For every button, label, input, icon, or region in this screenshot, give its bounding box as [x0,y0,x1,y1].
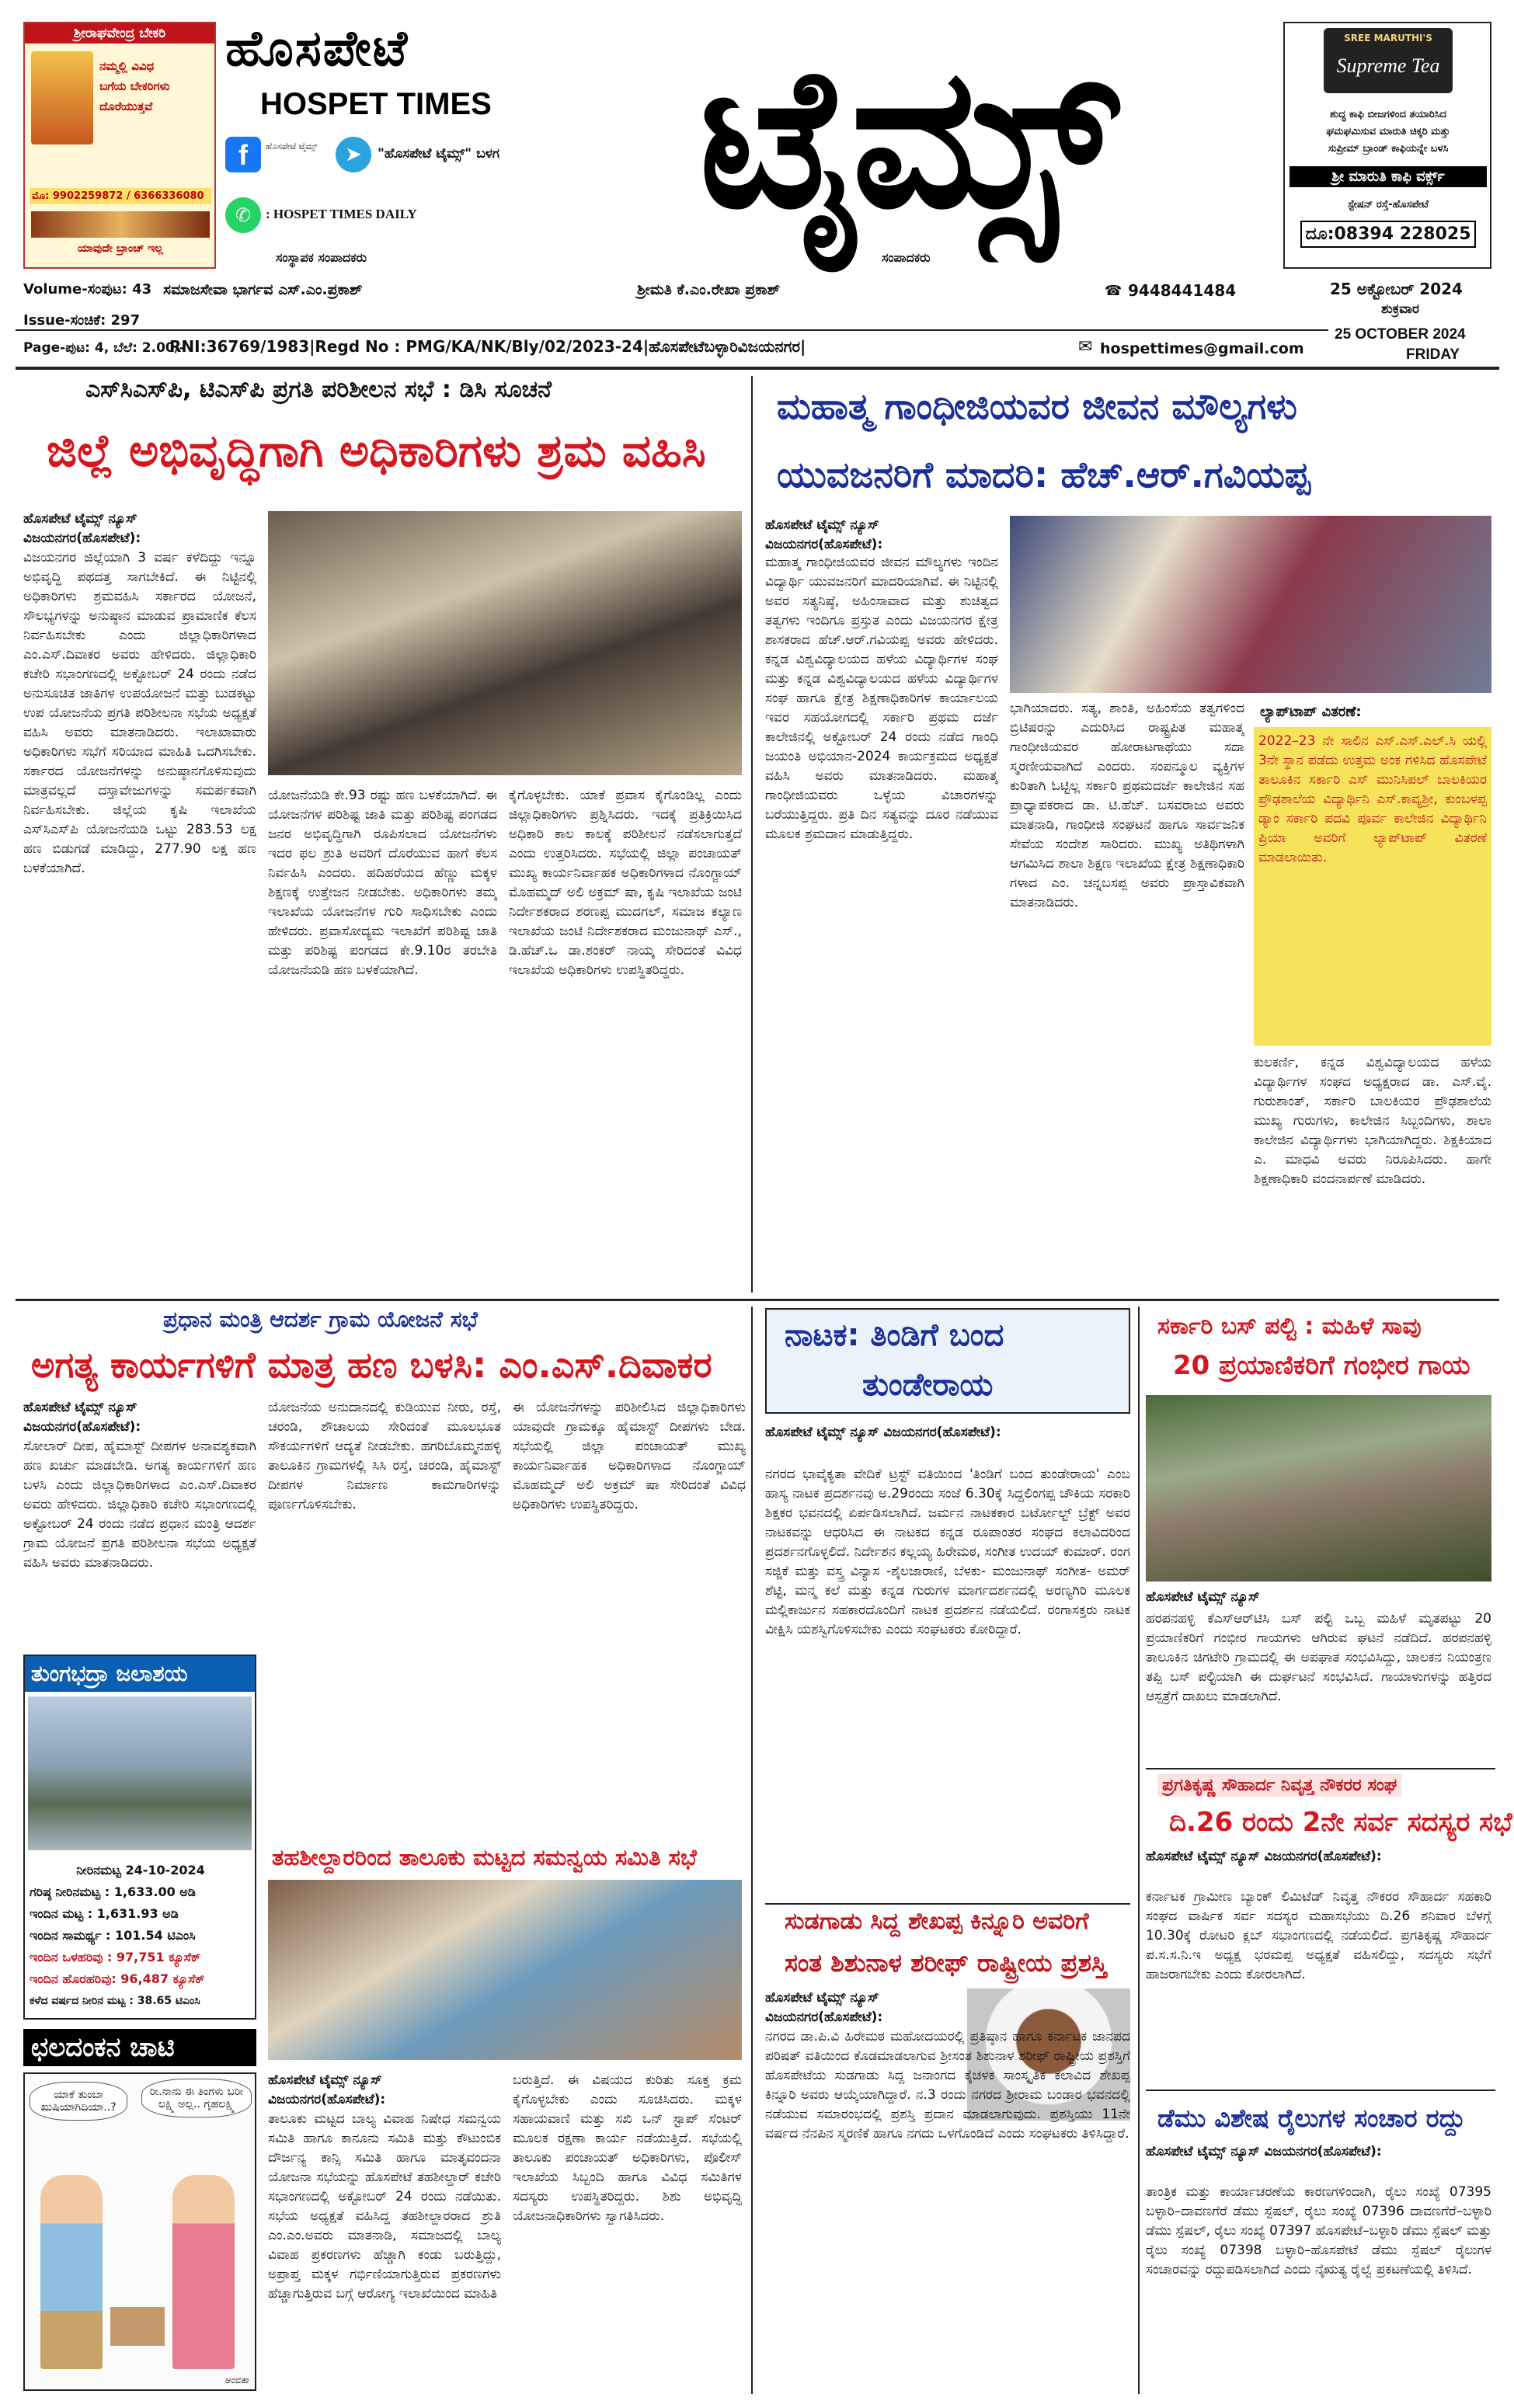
story2-body-a: ಮಹಾತ್ಮ ಗಾಂಧೀಜಿಯವರ ಜೀವನ ಮೌಲ್ಯಗಳು ಇಂದಿನ ವಿದ್ಯಾರ್ಥಿ ಯುವಜನರಿಗೆ ಮಾದರಿಯಾಗಿವೆ. ಈ ನಿಟ್ಟಿನಲ್ಲಿ ಅವರ ಸತ್ಯನಿಷ್ಠೆ, ಅಹಿಂಸಾವಾದ ಮತ್ತು ಶುಚಿತ್ವದ ತತ್ವಗಳು ಇಂದಿಗೂ ಪ್ರಸ್ತುತ ಎಂದು ವಿಜಯನಗರ ಕ್ಷೇತ್ರ ಶಾಸಕರಾದ ಹೆಚ್.ಆರ್.ಗವಿಯಪ್ಪ ಅವರು ಹೇಳಿದರು. ಕನ್ನಡ ವಿಶ್ವವಿದ್ಯಾಲಯದ ಹಳೆಯ ವಿದ್ಯಾರ್ಥಿಗಳ ಸಂಘ ಮತ್ತು ಕನ್ನಡ ವಿಶ್ವವಿದ್ಯಾಲಯದ ಹಳೆಯ ವಿದ್ಯಾರ್ಥಿಗಳ ಸಂಘ ಹಾಗೂ ಕ್ಷೇತ್ರ ಶಿಕ್ಷಣಾಧಿಕಾರಿಗಳ ಕಾರ್ಯಾಲಯ ಇವರ ಸಹಯೋಗದಲ್ಲಿ ಸರ್ಕಾರಿ ಪ್ರಥಮ ದರ್ಜೆ ಕಾಲೇಜಿನಲ್ಲಿ ಅಕ್ಟೋಬರ್ 24 ರಂದು ನಡೆದ ಗಾಂಧಿ ಜಯಂತಿ ಅಭಿಯಾನ-2024 ಕಾರ್ಯಕ್ರಮದ ಅಧ್ಯಕ್ಷತೆ ವಹಿಸಿ ಅವರು ಮಾತನಾಡಿದರು. ಮಹಾತ್ಮ ಗಾಂಧೀಜಿಯವರು ಒಳ್ಳೆಯ ವಿಚಾರಗಳನ್ನು ಬರೆಯುತ್ತಿದ್ದರು. ಪ್ರತಿ ದಿನ ಸತ್ಯವನ್ನು ದೂರ ನಡೆಯುವ ಮೂಲಕ ಶ್ರಮದಾನ ಮಾಡುತ್ತಿದ್ದರು. [765,555,998,842]
story1-body-b: ಯೋಜನೆಯಡಿ ಕೇ.93 ರಷ್ಟು ಹಣ ಬಳಕೆಯಾಗಿದೆ. ಈ ಯೋಜನೆಗಳ ಪರಿಶಿಷ್ಟ ಜಾತಿ ಮತ್ತು ಪರಿಶಿಷ್ಟ ಪಂಗಡದ ಜನರ ಅಭಿವೃದ್ಧಿಗಾಗಿ ರೂಪಿಸಲಾದ ಯೋಜನೆಗಳು ಇದರ ಫಲ ಶ್ರುತಿ ಅವರಿಗೆ ದೊರೆಯುವ ಹಾಗೆ ಕೆಲಸ ನಿರ್ವಹಿಸಿ ಎಂದರು. ಹದಿಹರೆಯದ ಹೆಣ್ಣು ಮಕ್ಕಳ ಶಿಕ್ಷಣಕ್ಕೆ ಉತ್ತೇಜನ ನೀಡಬೇಕು. ಅಧಿಕಾರಿಗಳು ತಮ್ಮ ಇಲಾಖೆಯ ಯೋಜನೆಗಳ ಗುರಿ ಸಾಧಿಸಬೇಕು ಎಂದು ಹೇಳಿದರು. ಪ್ರವಾಸೋದ್ಯಮ ಇಲಾಖೆಗೆ ಪರಿಶಿಷ್ಟ ಜಾತಿ ಮತ್ತು ಪರಿಶಿಷ್ಟ ಪಂಗಡದ ಕೇ.9.10ರ ತರಬೇತಿ ಯೋಜನೆಯಡಿ ಹಣ ಬಳಕೆಯಾಗಿದೆ. [268,788,497,978]
day-en: FRIDAY [1406,346,1460,363]
story7-body: ಕರ್ನಾಟಕ ಗ್ರಾಮೀಣ ಬ್ಯಾಂಕ್ ಲಿಮಿಟೆಡ್ ನಿವೃತ್ತ ನೌಕರರ ಸೌಹಾರ್ದ ಸಹಕಾರಿ ಸಂಘದ ವಾರ್ಷಿಕ ಸರ್ವ ಸದಸ್ಯರ ಮಹಾಸಭೆಯು ದಿ.26 ಶನಿವಾರ ಬೆಳಗ್ಗೆ 10.30ಕ್ಕೆ ರೋಟರಿ ಕ್ಲಬ್ ಸಭಾಂಗಣದಲ್ಲಿ ನಡೆಯಲಿದೆ. ಪ್ರಗತಿಕೃಷ್ಣ ಸೌಹಾರ್ದ ಪ.ಸ.ಸ.ನಿ.ಇ ಅಧ್ಯಕ್ಷ ಭರಮಪ್ಪ ಅಧ್ಯಕ್ಷತೆ ವಹಿಸಲಿದ್ದು, ಸದಸ್ಯರು ಸಭೆಗೆ ಹಾಜರಾಗಬೇಕು ಎಂದು ಕೋರಲಾಗಿದೆ. [1146,1889,1491,1982]
story8-dateline: ಹೊಸಪೇಟೆ ಟೈಮ್ಸ್ ನ್ಯೂಸ್ ವಿಜಯನಗರ(ಹೊಸಪೇಟೆ): [765,1990,883,2025]
bakery-phone: ಮೊ: 9902259872 / 6366336080 [30,188,211,204]
bakery-line2: ನಮ್ಮಲ್ಲಿ ವಿವಿಧ [99,59,155,73]
editor-label: ಸಂಪಾದಕರು [882,250,931,265]
dam-photo [28,1696,252,1850]
cartoon-credit: ಅಂಬಿಕಾ [224,2375,249,2385]
bakery-image [31,51,93,144]
story-divider-c [765,1903,1130,1905]
dam-readings [30,1860,252,2012]
story3-kicker: ಪ್ರಧಾನ ಮಂತ್ರಿ ಆದರ್ಶ ಗ್ರಾಮ ಯೋಜನೆ ಸಭೆ [163,1307,478,1332]
story3-body-a: ಸೋಲಾರ್ ದೀಪ, ಹೈಮಾಸ್ಟ್ ದೀಪಗಳ ಅನಾವಶ್ಯಕವಾಗಿ ಹಣ ಖರ್ಚು ಮಾಡಬೇಡಿ. ಅಗತ್ಯ ಕಾರ್ಯಗಳಿಗೆ ಹಣ ಬಳಸಿ ಎಂದು ಜಿಲ್ಲಾಧಿಕಾರಿಗಳಾದ ಎಂ.ಎಸ್.ದಿವಾಕರ ಅವರು ಹೇಳಿದರು. ಜಿಲ್ಲಾಧಿಕಾರಿ ಕಚೇರಿ ಸಭಾಂಗಣದಲ್ಲಿ ಅಕ್ಟೋಬರ್ 24 ರಂದು ನಡೆದ ಪ್ರಧಾನ ಮಂತ್ರಿ ಆದರ್ಶ ಗ್ರಾಮ ಯೋಜನೆ ಪ್ರಗತಿ ಪರಿಶೀಲನಾ ಸಭೆಯ ಅಧ್ಯಕ್ಷತೆ ವಹಿಸಿ ಅವರು ಮಾತನಾಡಿದರು. [23,1439,256,1571]
left-advertisement [23,22,216,269]
right-col-divider [1138,1307,1140,2394]
dam-row: ಕಳೆದ ವರ್ಷದ ನೀರಿನ ಮಟ್ಟ : 38.65 ಟಿಎಂಸಿ [30,1995,200,2007]
date-kn: 25 ಅಕ್ಟೋಬರ್ 2024 [1330,280,1463,298]
story2-laptop-head: ಲ್ಯಾಪ್‌ಟಾಪ್ ವಿತರಣೆ: [1260,704,1362,720]
cartoon-title: ಛಲದಂಕನ ಚಾಟಿ [23,2029,256,2066]
story5-body: ನಗರದ ಭಾವೈಕ್ಯತಾ ವೇದಿಕೆ ಟ್ರಸ್ಟ್ ವತಿಯಿಂದ 'ತಿಂಡಿಗೆ ಬಂದ ತುಂಡೇರಾಯ' ಎಂಬ ಹಾಸ್ಯ ನಾಟಕ ಪ್ರದರ್ಶನವು ಅ.29ರಂದು ಸಂಜೆ 6.30ಕ್ಕೆ ಸಿದ್ದಲಿಂಗಪ್ಪ ಚೌಕಿಯ ಸರಕಾರಿ ಶಿಕ್ಷಕರ ಭವನದಲ್ಲಿ ಏರ್ಪಡಿಸಲಾಗಿದೆ. ಜರ್ಮನ ನಾಟಕಕಾರ ಬರ್ಟೋಲ್ಟ್ ಬ್ರೆಕ್ಟ್ ಅವರ ನಾಟಕವನ್ನು ಆಧರಿಸಿದ ಈ ನಾಟಕದ ಕನ್ನಡ ರೂಪಾಂತರ ಸಂಘದ ಕಲಾವಿದರಿಂದ ಪ್ರದರ್ಶನಗೊಳ್ಳಲಿದೆ. ನಿರ್ದೇಶನ ಕಲ್ಲಯ್ಯ ಹಿರೇಮಠ, ಸಂಗೀತ ಉದಯ್ ಕುಮಾರ್. ರಂಗ ಸಜ್ಜಿಕೆ ಮತ್ತು ವಸ್ತ್ರ ವಿನ್ಯಾಸ -ಶೈಲಜಾರಾಣಿ, ಬೆಳಕು- ಮಂಜುನಾಥ್ ಸಂಗೀತ- ಅಮರ್ ಶೆಟ್ಟಿ, ಮನ್ಮ ಕಲೆ ಮತ್ತು ಕನ್ನಡ ಗುರುಗಳ ಮಾರ್ಗದರ್ಶನದಲ್ಲಿ ಅರಣ್ಯಗಿರಿ ಮೂಲಕ ಮಲ್ಲಿಕಾರ್ಜುನ ಸಹಕಾರದೊಂದಿಗೆ ನಾಟಕ ಪ್ರದರ್ಶನ ನಡೆಯಲಿದೆ. ರಂಗಾಸಕ್ತರು ನಾಟಕ ವೀಕ್ಷಿಸಿ ಯಶಸ್ವಿಗೊಳಿಸಬೇಕು ಎಂದು ಸಂಘಟಕರು ಕೋರಿದ್ದಾರೆ. [765,1467,1130,1637]
story1-photo-meeting [268,511,742,775]
mail-icon: ✉ [1078,337,1093,357]
column-divider-lower [751,1307,753,2394]
story2-body-b: ಭಾಗಿಯಾದರು. ಸತ್ಯ, ಶಾಂತಿ, ಅಹಿಂಸೆಯ ತತ್ವಗಳಿಂದ ಬ್ರಿಟಿಷರನ್ನು ಎದುರಿಸಿದ ರಾಷ್ಟ್ರಪಿತ ಮಹಾತ್ಮ ಗಾಂಧೀಜಿಯವರ ಹೋರಾಟಗಾಥೆಯು ಸದಾ ಸ್ಮರಣೀಯವಾಗಿದೆ ಎಂದರು. ಸಂಪನ್ಮೂಲ ವ್ಯಕ್ತಿಗಳ ಕುರಿತಾಗಿ ಓಟ್ಟಿಲ್ಲ ಸರ್ಕಾರಿ ಪ್ರಥಮದರ್ಜೆ ಕಾಲೇಜಿನ ಸಹ ಪ್ರಾಧ್ಯಾಪಕರಾದ ಡಾ. ಟಿ.ಹೆಚ್. ಬಸವರಾಜು ಅವರು ಮಾತನಾಡಿ, ಗಾಂಧೀಜಿ ಸಂಘಟನೆ ಹಾಗೂ ಸಾರ್ವಜನಿಕ ಸೇವೆಯ ಸಂದೇಶ ಸಾರಿದರು. ಮುಖ್ಯ ಅತಿಥಿಗಳಾಗಿ ಆಗಮಿಸಿದ ಶಾಲಾ ಶಿಕ್ಷಣ ಇಲಾಖೆಯ ಕ್ಷೇತ್ರ ಶಿಕ್ಷಣಾಧಿಕಾರಿ ಗಳಾದ ಎಂ. ಚನ್ನಬಸಪ್ಪ ಅವರು ಪ್ರಾಸ್ತಾವಿಕವಾಗಿ ಮಾತನಾಡಿದರು. [1010,701,1244,910]
facebook-label[interactable]: ಹೊಸಪೇಟೆ ಟೈಮ್ಸ್ [266,141,318,151]
story2-headline2: ಯುವಜನರಿಗೆ ಮಾದರಿ: ಹೆಚ್.ಆರ್.ಗವಿಯಪ್ಪ [777,454,1310,496]
tea-phone: ದೂ:08394 228025 [1300,221,1476,248]
story1-dateline: ಹೊಸಪೇಟೆ ಟೈಮ್ಸ್ ನ್ಯೂಸ್ ವಿಜಯನಗರ(ಹೊಸಪೇಟೆ): [23,511,141,546]
tea-line1: ಶುದ್ಧ ಕಾಫಿ ಬೀಜಗಳಿಂದ ತಯಾರಿಸಿದ [1329,109,1447,120]
story8-headline2: ಸಂತ ಶಿಶುನಾಳ ಶರೀಫ್ ರಾಷ್ಟ್ರೀಯ ಪ್ರಶಸ್ತಿ [785,1948,1107,1978]
whatsapp-icon[interactable]: ✆ [225,197,261,233]
story2-body-c: ಕುಲಕರ್ಣಿ, ಕನ್ನಡ ವಿಶ್ವವಿದ್ಯಾಲಯದ ಹಳೆಯ ವಿದ್ಯಾರ್ಥಿಗಳ ಸಂಘದ ಅಧ್ಯಕ್ಷರಾದ ಡಾ. ಎಸ್.ವೈ. ಗುರುಶಾಂತ್, ಸರ್ಕಾರಿ ಬಾಲಕಿಯರ ಪ್ರೌಢಶಾಲೆಯ ಮುಖ್ಯ ಗುರುಗಳು, ಕಾಲೇಜಿನ ಸಿಬ್ಬಂದಿಗಳು, ಶಾಲಾ ಕಾಲೇಜಿನ ವಿದ್ಯಾರ್ಥಿಗಳು ಭಾಗಿಯಾಗಿದ್ದರು. ಶಿಕ್ಷಕಿಯಾದ ಎ. ಮಾಧವಿ ಅವರು ನಿರೂಪಿಸಿದರು. ಹಾಗೇ ಶಿಕ್ಷಣಾಧಿಕಾರಿ ವಂದನಾರ್ಪಣೆ ಮಾಡಿದರು. [1254,1055,1491,1187]
tea-brand: SREE MARUTHI'S [1344,33,1432,43]
date-en: 25 OCTOBER 2024 [1335,326,1466,343]
masthead-bottom-rule [16,367,1499,370]
story3-body-b: ಯೋಜನೆಯ ಅನುದಾನದಲ್ಲಿ ಕುಡಿಯುವ ನೀರು, ರಸ್ತೆ, ಚರಂಡಿ, ಶೌಚಾಲಯ ಸೇರಿದಂತೆ ಮೂಲಭೂತ ಸೌಕರ್ಯಗಳಿಗೆ ಆದ್ಯತೆ ನೀಡಬೇಕು. ಹಗರಿಬೊಮ್ಮನಹಳ್ಳಿ ತಾಲೂಕಿನ ಗ್ರಾಮಗಳಲ್ಲಿ ಸಿಸಿ ರಸ್ತೆ, ಚರಂಡಿ, ಹೈಮಾಸ್ಟ್ ದೀಪಗಳ ನಿರ್ಮಾಣ ಕಾಮಗಾರಿಗಳನ್ನು ಪೂರ್ಣಗೊಳಿಸಬೇಕು. [268,1400,501,1512]
story7-kicker: ಪ್ರಗತಿಕೃಷ್ಣ ಸೌಹಾರ್ದ ನಿವೃತ್ತ ನೌಕರರ ಸಂಘ [1157,1774,1401,1797]
story2-laptop-body: 2022–23 ನೇ ಸಾಲಿನ ಎಸ್.ಎಸ್.ಎಲ್.ಸಿ ಯಲ್ಲಿ 3ನೇ ಸ್ಥಾನ ಪಡೆದು ಉತ್ತಮ ಅಂಕ ಗಳಿಸಿದ ಹೊಸಪೇಟೆ ತಾಲೂಕಿನ ಸರ್ಕಾರಿ ಎಸ್ ಮುನಿಸಿಪಲ್ ಬಾಲಕಿಯರ ಪ್ರೌಢಶಾಲೆಯ ವಿದ್ಯಾರ್ಥಿನಿ ಎಸ್.ಕಾವ್ಯಶ್ರೀ, ಕುಂಬಳಪ್ಪ ಡ್ಯಾಂ ಸರ್ಕಾರಿ ಪದವಿ ಪೂರ್ವ ಕಾಲೇಜಿನ ವಿದ್ಯಾರ್ಥಿನಿ ಪ್ರಿಯಾ ಅವರಿಗೆ ಲ್ಯಾಪ್‌ಟಾಪ್ ವಿತರಣೆ ಮಾಡಲಾಯಿತು. [1254,727,1491,1046]
right-advertisement [1283,22,1491,269]
story1-kicker: ಎಸ್‌ಸಿಎಸ್‌ಪಿ, ಟಿಎಸ್‌ಪಿ ಪ್ರಗತಿ ಪರಿಶೀಲನ ಸಭೆ : ಡಿಸಿ ಸೂಚನೆ [85,376,552,403]
story9-body: ತಾಂತ್ರಿಕ ಮತ್ತು ಕಾರ್ಯಾಚರಣೆಯ ಕಾರಣಗಳಿಂದಾಗಿ, ರೈಲು ಸಂಖ್ಯೆ 07395 ಬಳ್ಳಾರಿ–ದಾವಣಗೆರೆ ಡೆಮು ಸ್ಪೆಷಲ್, ರೈಲು ಸಂಖ್ಯೆ 07396 ದಾವಣಗೆರೆ–ಬಳ್ಳಾರಿ ಡೆಮು ಸ್ಪೆಷಲ್, ರೈಲು ಸಂಖ್ಯೆ 07397 ಹೊಸಪೇಟೆ–ಬಳ್ಳಾರಿ ಡೆಮು ಸ್ಪೆಷಲ್ ಮತ್ತು ರೈಲು ಸಂಖ್ಯೆ 07398 ಬಳ್ಳಾರಿ–ಹೊಸಪೇಟೆ ಡೆಮು ಸ್ಪೆಷಲ್ ರೈಲುಗಳ ಸಂಚಾರವನ್ನು ರದ್ದುಪಡಿಸಲಾಗಿದೆ ಎಂದು ನೈಋತ್ಯ ರೈಲ್ವೆ ಪ್ರಕಟಣೆಯಲ್ಲಿ ತಿಳಿಸಿದೆ. [1146,2184,1491,2278]
founder-name: ಸಮಾಜಸೇವಾ ಭಾರ್ಗವ ಎಸ್.ಎಂ.ಪ್ರಕಾಶ್ [163,281,363,298]
tea-line3: ಸುಪ್ರೀಮ್ ಬ್ರಾಂಡ್ ಕಾಫಿಯನ್ನೇ ಬಳಸಿ [1328,143,1449,155]
cartoon-table [110,2307,165,2346]
facebook-icon[interactable]: f [225,137,261,172]
dam-row: ಇಂದಿನ ಮಟ್ಟ : 1,631.93 ಅಡಿ [30,1906,179,1921]
phone-icon: ☎ [1105,283,1122,299]
story6-headline1: ಸರ್ಕಾರಿ ಬಸ್ ಪಲ್ಟಿ : ಮಹಿಳೆ ಸಾವು [1157,1313,1422,1340]
story2-dateline: ಹೊಸಪೇಟೆ ಟೈಮ್ಸ್ ನ್ಯೂಸ್ ವಿಜಯನಗರ(ಹೊಸಪೇಟೆ): [765,517,883,552]
story-divider-a [1146,1768,1495,1769]
whatsapp-label[interactable]: : HOSPET TIMES DAILY [266,207,417,221]
phone-number: 9448441484 [1128,281,1237,300]
story4-body-a: ತಾಲೂಕು ಮಟ್ಟದ ಬಾಲ್ಯ ವಿವಾಹ ನಿಷೇಧ ಸಮನ್ವಯ ಸಮಿತಿ ಹಾಗೂ ಕಾನೂನು ಸಮಿತಿ ಮತ್ತು ಕೌಟುಂಬಿಕ ದೌರ್ಜನ್ಯ ಕಾನ್ಸಿ ಸಮಿತಿ ಹಾಗೂ ಮಾತೃವಂದನಾ ಯೋಜನಾ ಸಭೆಯನ್ನು ಹೊಸಪೇಟೆ ತಹಶೀಲ್ದಾರ್ ಕಚೇರಿ ಸಭಾಂಗಣದಲ್ಲಿ ಅಕ್ಟೋಬರ್ 24 ರಂದು ನಡೆಯಿತು. ಸಭೆಯ ಅಧ್ಯಕ್ಷತೆ ವಹಿಸಿದ್ದ ತಹಶೀಲ್ದಾರರಾದ ಶ್ರುತಿ ಎಂ.ಎಂ.ಅವರು ಮಾತನಾಡಿ, ಸಮಾಜದಲ್ಲಿ ಬಾಲ್ಯ ವಿವಾಹ ಪ್ರಕರಣಗಳು ಹೆಚ್ಚಾಗಿ ಕಂಡು ಬರುತ್ತಿದ್ದು, ಅಪ್ರಾಪ್ತ ಮಕ್ಕಳ ಗರ್ಭಿಣಿಯಾಗುತ್ತಿರುವ ಪ್ರಕರಣಗಳು ಹೆಚ್ಚಾಗುತ್ತಿರುವ ಬಗ್ಗೆ ಆರೋಗ್ಯ ಇಲಾಖೆಯಿಂದ ಮಾಹಿತಿ [268,2111,501,2302]
dam-title: ತುಂಗಭದ್ರಾ ಜಲಾಶಯ [25,1656,255,1692]
dam-box [23,1655,256,2020]
story7-headline: ದಿ.26 ರಂದು 2ನೇ ಸರ್ವ ಸದಸ್ಯರ ಸಭೆ [1169,1807,1512,1838]
bakery-note: ಯಾವುದೇ ಬ್ರಾಂಚ್ ಇಲ್ಲ [78,242,163,255]
story9-dateline: ಹೊಸಪೇಟೆ ಟೈಮ್ಸ್ ನ್ಯೂಸ್ ವಿಜಯನಗರ(ಹೊಸಪೇಟೆ): [1146,2144,1382,2159]
dam-row: ಇಂದಿನ ಒಳಹರಿವು : 97,751 ಕ್ಯೂಸೆಕ್ [30,1950,201,1964]
masthead-rule [16,329,1328,331]
dam-row: ಇಂದಿನ ಸಾಮರ್ಥ್ಯ : 101.54 ಟಿಎಂಸಿ [30,1928,196,1943]
cartoon-woman [172,2175,235,2369]
column-divider-center [751,376,753,1293]
tea-address: ಸ್ಟೇಷನ್ ರಸ್ತೆ-ಹೊಸಪೇಟೆ [1347,199,1429,211]
pages: Page-ಪುಟ: 4, ಬೆಲೆ: 2.00/- [23,340,186,356]
section-divider-1 [16,1299,1499,1301]
bakery-line4: ದೊರೆಯುತ್ತವೆ [99,99,153,113]
story1-headline: ಜಿಲ್ಲೆ ಅಭಿವೃದ್ಧಿಗಾಗಿ ಅಧಿಕಾರಿಗಳು ಶ್ರಮ ವಹಿಸಿ [47,424,706,477]
cartoon-bubble-1: ಯಾಕೆ ತುಂಬಾ ಖುಷಿಯಾಗಿದಿಯಾ..? [30,2082,127,2121]
story3-body-c: ಈ ಯೋಜನೆಗಳನ್ನು ಪರಿಶೀಲಿಸಿದ ಜಿಲ್ಲಾಧಿಕಾರಿಗಳು ಯಾವುದೇ ಗ್ರಾಮಕ್ಕೂ ಹೈಮಾಸ್ಟ್ ದೀಪಗಳು ಬೇಡ. ಸಭೆಯಲ್ಲಿ ಜಿಲ್ಲಾ ಪಂಚಾಯತ್ ಮುಖ್ಯ ಕಾರ್ಯನಿರ್ವಾಹಕ ಅಧಿಕಾರಿಗಳಾದ ನೊಂಗ್ಜಾಯ್ ಮೊಹಮ್ಮದ್ ಅಲಿ ಅಕ್ರಮ್ ಷಾ ಸೇರಿದಂತೆ ವಿವಿಧ ಅಧಿಕಾರಿಗಳು ಉಪಸ್ಥಿತರಿದ್ದರು. [513,1400,746,1512]
email[interactable]: hospettimes@gmail.com [1100,340,1304,357]
tea-product: Supreme Tea [1336,54,1440,77]
volume: Volume-ಸಂಪುಟ: 43 [23,281,152,298]
day-kn: ಶುಕ್ರವಾರ [1381,301,1419,317]
masthead-title-kn-small: ಹೊಸಪೇಟೆ [225,20,409,78]
story8-body: ನಗರದ ಡಾ.ಪಿ.ವಿ ಹಿರೇಮಠ ಮಹೋದಯರಲ್ಲಿ ಪ್ರತಿಷ್ಠಾನ ಹಾಗೂ ಕರ್ನಾಟಕ ಜಾನಪದ ಪರಿಷತ್ ವತಿಯಿಂದ ಕೊಡಮಾಡಲಾಗುವ ಶ್ರೀಸಂತ ಶಿಶುನಾಳ ಶರೀಫ್ ರಾಷ್ಟ್ರೀಯ ಪ್ರಶಸ್ತಿಗೆ ಹೊಸಪೇಟೆಯ ಸುಡಗಾಡು ಸಿದ್ದ ಜನಾಂಗದ ಕೈಚಳಕ ಸಾಂಸ್ಕೃತಿಕ ಕಲಾವಿದ ಶೇಖಪ್ಪ ಕಿನ್ನೂರಿ ಅವರು ಆಯ್ಕೆಯಾಗಿದ್ದಾರೆ. ನ.3 ರಂದು ನಗರದ ಶ್ರೀರಾಮ ಬಂಡಾರ ಭವನದಲ್ಲಿ ನಡೆಯುವ ಸಮಾರಂಭದಲ್ಲಿ ಪ್ರಶಸ್ತಿ ಪ್ರದಾನ ಮಾಡಲಾಗುವುದು. ಪ್ರಶಸ್ತಿಯು 11ನೇ ವರ್ಷದ ನೆನಪಿನ ಸ್ಮರಣಿಕೆ ಹಾಗೂ ನಗದು ಒಳಗೊಂಡಿದೆ ಎಂದು ಸಂಘಟಕರು ತಿಳಿಸಿದ್ದಾರೆ. [765,2029,1130,2142]
registration: RNI:36769/1983|Regd No : PMG/KA/NK/Bly/02/2023-24|ಹೊಸಪೇಟೆಬಳ್ಳಾರಿವಿಜಯನಗರ| [169,337,806,356]
story4-body-b: ಬರುತ್ತಿದೆ. ಈ ವಿಷಯದ ಕುರಿತು ಸೂಕ್ತ ಕ್ರಮ ಕೈಗೊಳ್ಳಬೇಕು ಎಂದು ಸೂಚಿಸಿದರು. ಮಕ್ಕಳ ಸಹಾಯವಾಣಿ ಮತ್ತು ಸಖಿ ಒನ್ ಸ್ಟಾಪ್ ಸೆಂಟರ್ ಮೂಲಕ ರಕ್ಷಣಾ ಕಾರ್ಯ ನಡೆಯುತ್ತಿದೆ. ಸಭೆಯಲ್ಲಿ ತಾಲೂಕು ಪಂಚಾಯತ್ ಅಧಿಕಾರಿಗಳು, ಪೊಲೀಸ್ ಇಲಾಖೆಯ ಸಿಬ್ಬಂದಿ ಹಾಗೂ ವಿವಿಧ ಸಮಿತಿಗಳ ಸದಸ್ಯರು ಉಪಸ್ಥಿತರಿದ್ದರು. ಶಿಶು ಅಭಿವೃದ್ಧಿ ಯೋಜನಾಧಿಕಾರಿಗಳು ಸ್ವಾಗತಿಸಿದರು. [513,2072,742,2224]
founder-label: ಸಂಸ್ಥಾಪಕ ಸಂಪಾದಕರು [276,250,367,265]
story1-body-c: ಕೈಗೊಳ್ಳಬೇಕು. ಯಾಕೆ ಪ್ರವಾಸ ಕೈಗೊಂಡಿಲ್ಲ ಎಂದು ಜಿಲ್ಲಾಧಿಕಾರಿಗಳು ಪ್ರಶ್ನಿಸಿದರು. ಇದಕ್ಕೆ ಪ್ರತಿಕ್ರಿಯಿಸಿದ ಅಧಿಕಾರಿ ಕಾಲ ಕಾಲಕ್ಕೆ ಪರಿಶೀಲನೆ ನಡೆಸಲಾಗುತ್ತದೆ ಎಂದು ಉತ್ತರಿಸಿದರು. ಸಭೆಯಲ್ಲಿ ಜಿಲ್ಲಾ ಪಂಚಾಯತ್ ಮುಖ್ಯ ಕಾರ್ಯನಿರ್ವಾಹಕ ಅಧಿಕಾರಿಗಳಾದ ನೊಂಗ್ಜಾಯ್ ಮೊಹಮ್ಮದ್ ಅಲಿ ಅಕ್ರಮ್ ಷಾ, ಕೃಷಿ ಇಲಾಖೆಯ ಜಂಟಿ ನಿರ್ದೇಶಕರಾದ ಶರಣಪ್ಪ ಮುದಗಲ್, ಸಮಾಜ ಕಲ್ಯಾಣ ಇಲಾಖೆಯ ಜಂಟಿ ನಿರ್ದೇಶಕರಾದ ಮಂಜುನಾಥ್ ಎಸ್., ಡಿ.ಹೆಚ್.ಒ ಡಾ.ಶಂಕರ್ ನಾಯ್ಕ ಸೇರಿದಂತೆ ವಿವಿಧ ಇಲಾಖೆಯ ಅಧಿಕಾರಿಗಳು ಉಪಸ್ಥಿತರಿದ್ದರು. [509,788,742,978]
story-divider-b [1146,2090,1495,2091]
cartoon-bubble-2: ರೀ.ನಾನು ಈ ತಿಂಗಳು ಬರೀ ಲಕ್ಷ್ಮಿ ಅಲ್ಲ.. ಗೃಹಲಕ್ಷ್ಮಿ [141,2079,252,2117]
bakery-line3: ಬಗೆಯ ಬೇಕರಿಗಳು [99,79,170,93]
story4-headline: ತಹಶೀಲ್ದಾರರಿಂದ ತಾಲೂಕು ಮಟ್ಟದ ಸಮನ್ವಯ ಸಮಿತಿ ಸಭೆ [272,1844,697,1870]
dam-row: ಗರಿಷ್ಠ ನೀರಿನಮಟ್ಟ : 1,633.00 ಅಡಿ [30,1884,196,1899]
story9-headline: ಡೆಮು ವಿಶೇಷ ರೈಲುಗಳ ಸಂಚಾರ ರದ್ದು [1157,2104,1466,2133]
story5-dateline: ಹೊಸಪೇಟೆ ಟೈಮ್ಸ್ ನ್ಯೂಸ್ ವಿಜಯನಗರ(ಹೊಸಪೇಟೆ): [765,1425,1001,1440]
bakery-name: ಶ್ರೀರಾಘವೇಂದ್ರ ಬೇಕರಿ [25,23,214,43]
telegram-icon[interactable]: ➤ [336,137,371,172]
story3-dateline: ಹೊಸಪೇಟೆ ಟೈಮ್ಸ್ ನ್ಯೂಸ್ ವಿಜಯನಗರ(ಹೊಸಪೇಟೆ): [23,1400,141,1435]
story2-headline1: ಮಹಾತ್ಮ ಗಾಂಧೀಜಿಯವರ ಜೀವನ ಮೌಲ್ಯಗಳು [777,385,1297,427]
story6-photo-bus [1146,1395,1491,1582]
story6-headline2: 20 ಪ್ರಯಾಣಿಕರಿಗೆ ಗಂಭೀರ ಗಾಯ [1173,1350,1470,1381]
story2-photo-event [1010,516,1491,693]
story8-headline1: ಸುಡಗಾಡು ಸಿದ್ದ ಶೇಖಪ್ಪ ಕಿನ್ನೂರಿ ಅವರಿಗೆ [785,1908,1089,1935]
cartoon-man [40,2175,103,2369]
story1-body-a: ವಿಜಯನಗರ ಜಿಲ್ಲೆಯಾಗಿ 3 ವರ್ಷ ಕಳೆದಿದ್ದು ಇನ್ನೂ ಅಭಿವೃದ್ಧಿ ಪಥದತ್ತ ಸಾಗಬೇಕಿದೆ. ಈ ನಿಟ್ಟಿನಲ್ಲಿ ಅಧಿಕಾರಿಗಳು ಶ್ರಮವಹಿಸಿ ಸರ್ಕಾರದ ಯೋಜನೆ, ಸೌಲಭ್ಯಗಳನ್ನು ಅನುಷ್ಠಾನ ಮಾಡುವ ಪ್ರಾಮಾಣಿಕ ಕೆಲಸ ನಿರ್ವಹಿಸಬೇಕು ಎಂದು ಜಿಲ್ಲಾಧಿಕಾರಿಗಳಾದ ಎಂ.ಎಸ್.ದಿವಾಕರ ಅವರು ಹೇಳಿದರು. ಜಿಲ್ಲಾಧಿಕಾರಿ ಕಚೇರಿ ಸಭಾಂಗಣದಲ್ಲಿ ಅಕ್ಟೋಬರ್ 24 ರಂದು ನಡೆದ ಅನುಸೂಚಿತ ಜಾತಿಗಳ ಉಪಯೋಜನೆ ಮತ್ತು ಬುಡಕಟ್ಟು ಉಪ ಯೋಜನೆಯ ಪ್ರಗತಿ ಪರಿಶೀಲನಾ ಸಭೆಯ ಅಧ್ಯಕ್ಷತೆ ವಹಿಸಿ ಅವರು ಮಾತನಾಡಿದರು. ಇಲಾಖಾವಾರು ಅಧಿಕಾರಿಗಳು ಸಭೆಗೆ ಸರಿಯಾದ ಮಾಹಿತಿ ಒದಗಿಸಬೇಕು. ಸರ್ಕಾರದ ಯೋಜನೆಗಳನ್ನು ಅನುಷ್ಠಾನಗೊಳಿಸುವುದು ಮಾತ್ರವಲ್ಲದೆ ದಸ್ತಾವೇಜುಗಳನ್ನು ಸಮರ್ಪಕವಾಗಿ ನಿರ್ವಹಿಸಬೇಕು. ಜಿಲ್ಲೆಯ ಕೃಷಿ ಇಲಾಖೆಯ ಎಸ್‌ಸಿಎಸ್‌ಪಿ ಯೋಜನೆಯಡಿ ಒಟ್ಟು 283.53 ಲಕ್ಷ ಹಣ ಬಿಡುಗಡೆ ಮಾಡಿದ್ದು, 277.90 ಲಕ್ಷ ಹಣ ಬಳಕೆಯಾಗಿದೆ. [23,550,256,876]
story5-headline2: ತುಂಡೇರಾಯ [862,1367,994,1403]
masthead-title-en: HOSPET TIMES [260,87,492,121]
cake-image [31,211,210,238]
issue: Issue-ಸಂಚಿಕೆ: 297 [23,312,141,329]
story5-headline1: ನಾಟಕ: ತಿಂಡಿಗೆ ಬಂದ [785,1317,1004,1353]
story7-dateline: ಹೊಸಪೇಟೆ ಟೈಮ್ಸ್ ನ್ಯೂಸ್ ವಿಜಯನಗರ(ಹೊಸಪೇಟೆ): [1146,1849,1382,1864]
story6-dateline: ಹೊಸಪೇಟೆ ಟೈಮ್ಸ್ ನ್ಯೂಸ್ [1146,1589,1260,1605]
story6-body: ಹರಪನಹಳ್ಳಿ ಕೆಎಸ್‌ಆರ್‌ಟಿಸಿ ಬಸ್ ಪಲ್ಟಿ ಒಬ್ಬ ಮಹಿಳೆ ಮೃತಪಟ್ಟು 20 ಪ್ರಯಾಣಿಕರಿಗೆ ಗಂಭೀರ ಗಾಯಗಳು ಆಗಿರುವ ಘಟನೆ ನಡೆದಿದೆ. ಹರಪನಹಳ್ಳಿ ತಾಲೂಕಿನ ಚಿಗಟೇರಿ ಗ್ರಾಮದಲ್ಲಿ ಈ ಅಪಘಾತ ಸಂಭವಿಸಿದ್ದು, ಚಾಲಕನ ನಿಯಂತ್ರಣ ತಪ್ಪಿ ಬಸ್ ಪಲ್ಟಿಯಾಗಿ ಈ ದುರ್ಘಟನೆ ಸಂಭವಿಸಿದೆ. ಗಾಯಾಳುಗಳನ್ನು ಹತ್ತಿರದ ಆಸ್ಪತ್ರೆಗೆ ದಾಖಲು ಮಾಡಲಾಗಿದೆ. [1146,1611,1491,1704]
story3-headline: ಅಗತ್ಯ ಕಾರ್ಯಗಳಿಗೆ ಮಾತ್ರ ಹಣ ಬಳಸಿ: ಎಂ.ಎಸ್.ದಿವಾಕರ [31,1344,712,1386]
telegram-label[interactable]: "ಹೊಸಪೇಟೆ ಟೈಮ್ಸ್" ಬಳಗ [378,146,499,162]
tea-company: ಶ್ರೀ ಮಾರುತಿ ಕಾಫಿ ವರ್ಕ್ಸ್ [1290,166,1487,187]
editor-name: ಶ್ರೀಮತಿ ಕೆ.ಎಂ.ರೇಖಾ ಪ್ರಕಾಶ್ [637,281,781,298]
cartoon-box [23,2072,256,2391]
dam-row: ನೀರಿನಮಟ್ಟ 24-10-2024 [76,1863,205,1877]
tea-line2: ಘಮಘಮಿಸುವ ಮಾರುತಿ ಚಿಕ್ಕರಿ ಮತ್ತು [1326,126,1450,137]
dam-row: ಇಂದಿನ ಹೊರಹರಿವು: 96,487 ಕ್ಯೂಸೆಕ್ [30,1971,205,1986]
masthead-title-kn-big: ಟೈಮ್ಸ್ [699,25,1115,251]
story4-photo-meeting [268,1880,742,2060]
story4-dateline: ಹೊಸಪೇಟೆ ಟೈಮ್ಸ್ ನ್ಯೂಸ್ ವಿಜಯನಗರ(ಹೊಸಪೇಟೆ): [268,2072,386,2107]
